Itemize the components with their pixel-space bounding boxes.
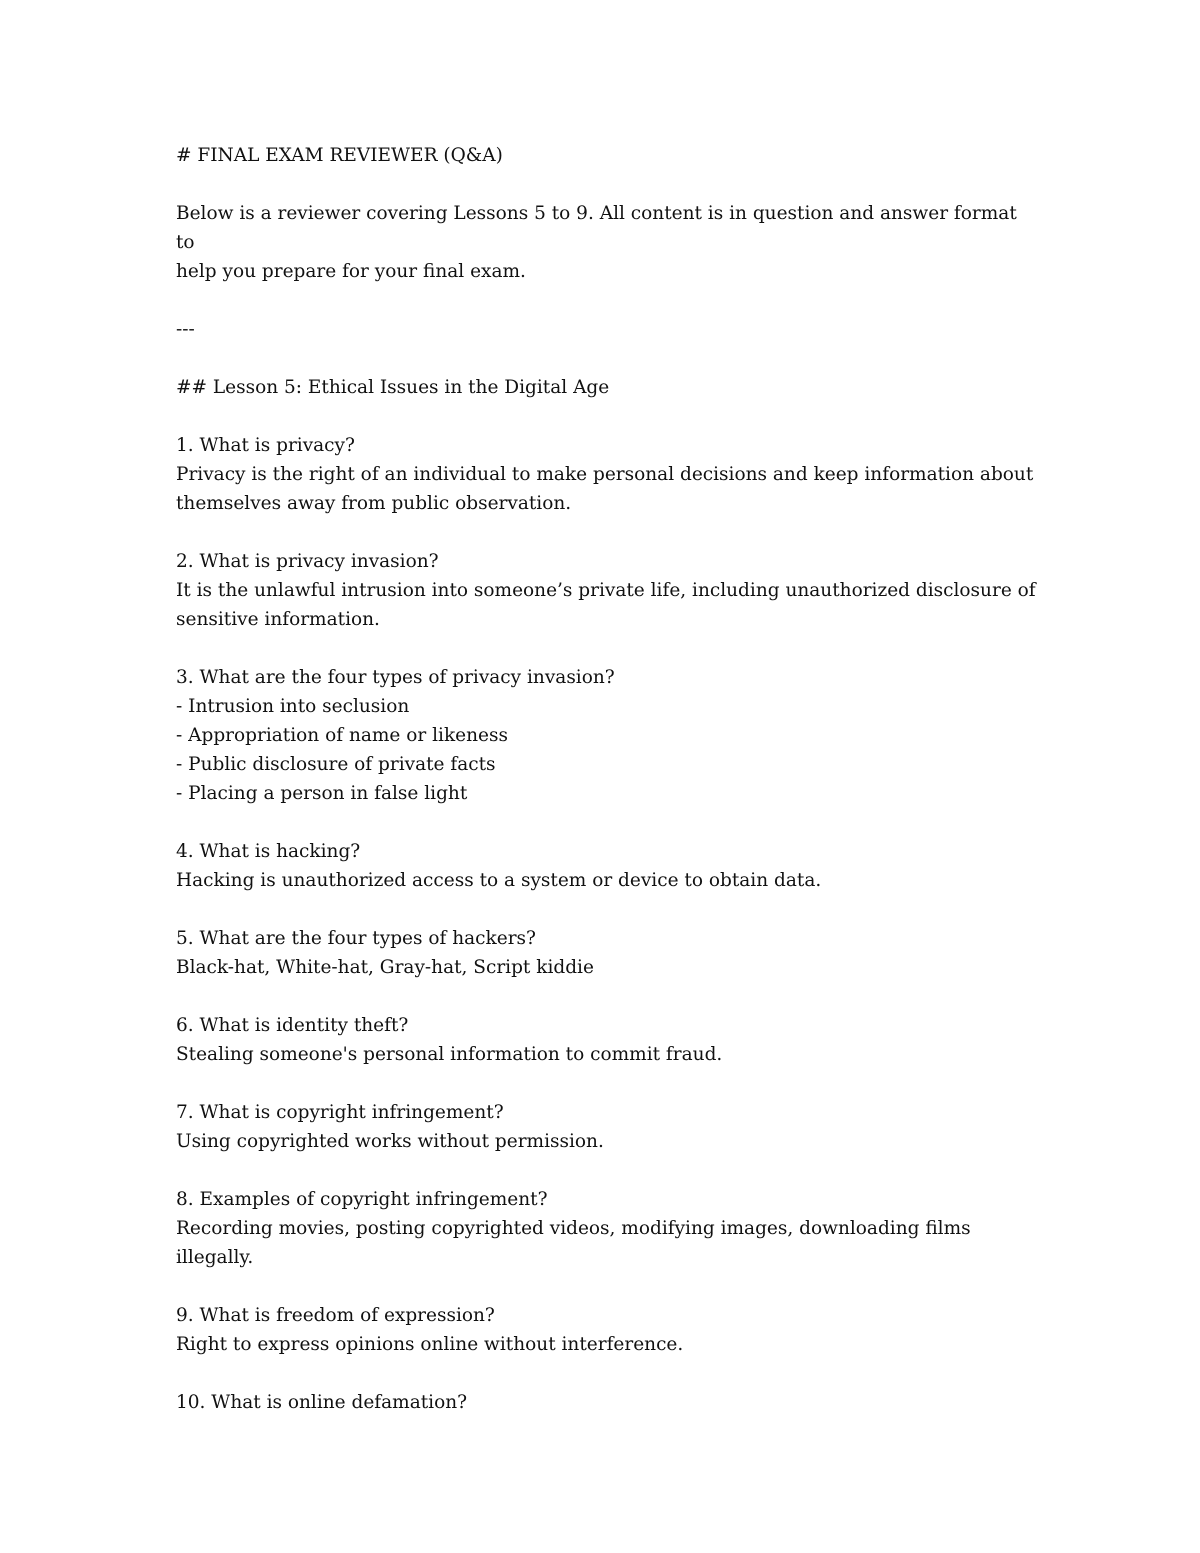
- blank-line: [176, 1359, 1036, 1388]
- answer-line: themselves away from public observation.: [176, 493, 572, 514]
- question: 9. What is freedom of expression?: [176, 1305, 495, 1326]
- answer-line: Recording movies, posting copyrighted videos, modifying images, downloading films: [176, 1218, 971, 1239]
- blank-line: [176, 982, 1036, 1011]
- blank-line: [176, 1272, 1036, 1301]
- blank-line: [176, 1069, 1036, 1098]
- qa-item-7: [176, 1098, 1036, 1156]
- question: 8. Examples of copyright infringement?: [176, 1189, 548, 1210]
- blank-line: [176, 170, 1036, 199]
- qa-item-10: [176, 1388, 1036, 1417]
- qa-item-6: [176, 1011, 1036, 1069]
- answer-line: Hacking is unauthorized access to a system or device to obtain data.: [176, 870, 822, 891]
- answer-bullet: - Appropriation of name or likeness: [176, 725, 508, 746]
- blank-line: [176, 1156, 1036, 1185]
- lesson-heading: ## Lesson 5: Ethical Issues in the Digital Age: [176, 377, 610, 398]
- qa-item-9: [176, 1301, 1036, 1359]
- answer-line: Right to express opinions online without interference.: [176, 1334, 684, 1355]
- blank-line: [176, 286, 1036, 315]
- qa-item-1: [176, 431, 1036, 518]
- qa-item-2: [176, 547, 1036, 634]
- answer-line: Privacy is the right of an individual to make personal decisions and keep information about: [176, 464, 1034, 485]
- answer-line: Using copyrighted works without permission.: [176, 1131, 604, 1152]
- blank-line: [176, 808, 1036, 837]
- question: 5. What are the four types of hackers?: [176, 928, 536, 949]
- question: 1. What is privacy?: [176, 435, 355, 456]
- qa-item-4: [176, 837, 1036, 895]
- intro-line: Below is a reviewer covering Lessons 5 to 9. All content is in question and answer format to: [176, 203, 1023, 253]
- answer-line: Stealing someone's personal information to commit fraud.: [176, 1044, 723, 1065]
- blank-line: [176, 518, 1036, 547]
- separator: ---: [176, 319, 195, 340]
- answer-bullet: - Intrusion into seclusion: [176, 696, 410, 717]
- qa-item-5: [176, 924, 1036, 982]
- qa-item-8: [176, 1185, 1036, 1272]
- question: 7. What is copyright infringement?: [176, 1102, 504, 1123]
- blank-line: [176, 344, 1036, 373]
- blank-line: [176, 634, 1036, 663]
- question: 10. What is online defamation?: [176, 1392, 468, 1413]
- intro-line: help you prepare for your final exam.: [176, 261, 526, 282]
- document-body: [176, 141, 1036, 1417]
- blank-line: [176, 895, 1036, 924]
- blank-line: [176, 402, 1036, 431]
- document-title: # FINAL EXAM REVIEWER (Q&A): [176, 145, 503, 166]
- question: 6. What is identity theft?: [176, 1015, 409, 1036]
- question: 3. What are the four types of privacy invasion?: [176, 667, 615, 688]
- answer-line: illegally.: [176, 1247, 254, 1268]
- answer-line: sensitive information.: [176, 609, 380, 630]
- answer-line: It is the unlawful intrusion into someone’s private life, including unauthorized disclosure of: [176, 580, 1036, 601]
- answer-line: Black-hat, White-hat, Gray-hat, Script kiddie: [176, 957, 594, 978]
- answer-bullet: - Placing a person in false light: [176, 783, 468, 804]
- qa-item-3: [176, 663, 1036, 808]
- question: 4. What is hacking?: [176, 841, 361, 862]
- answer-bullet: - Public disclosure of private facts: [176, 754, 496, 775]
- question: 2. What is privacy invasion?: [176, 551, 439, 572]
